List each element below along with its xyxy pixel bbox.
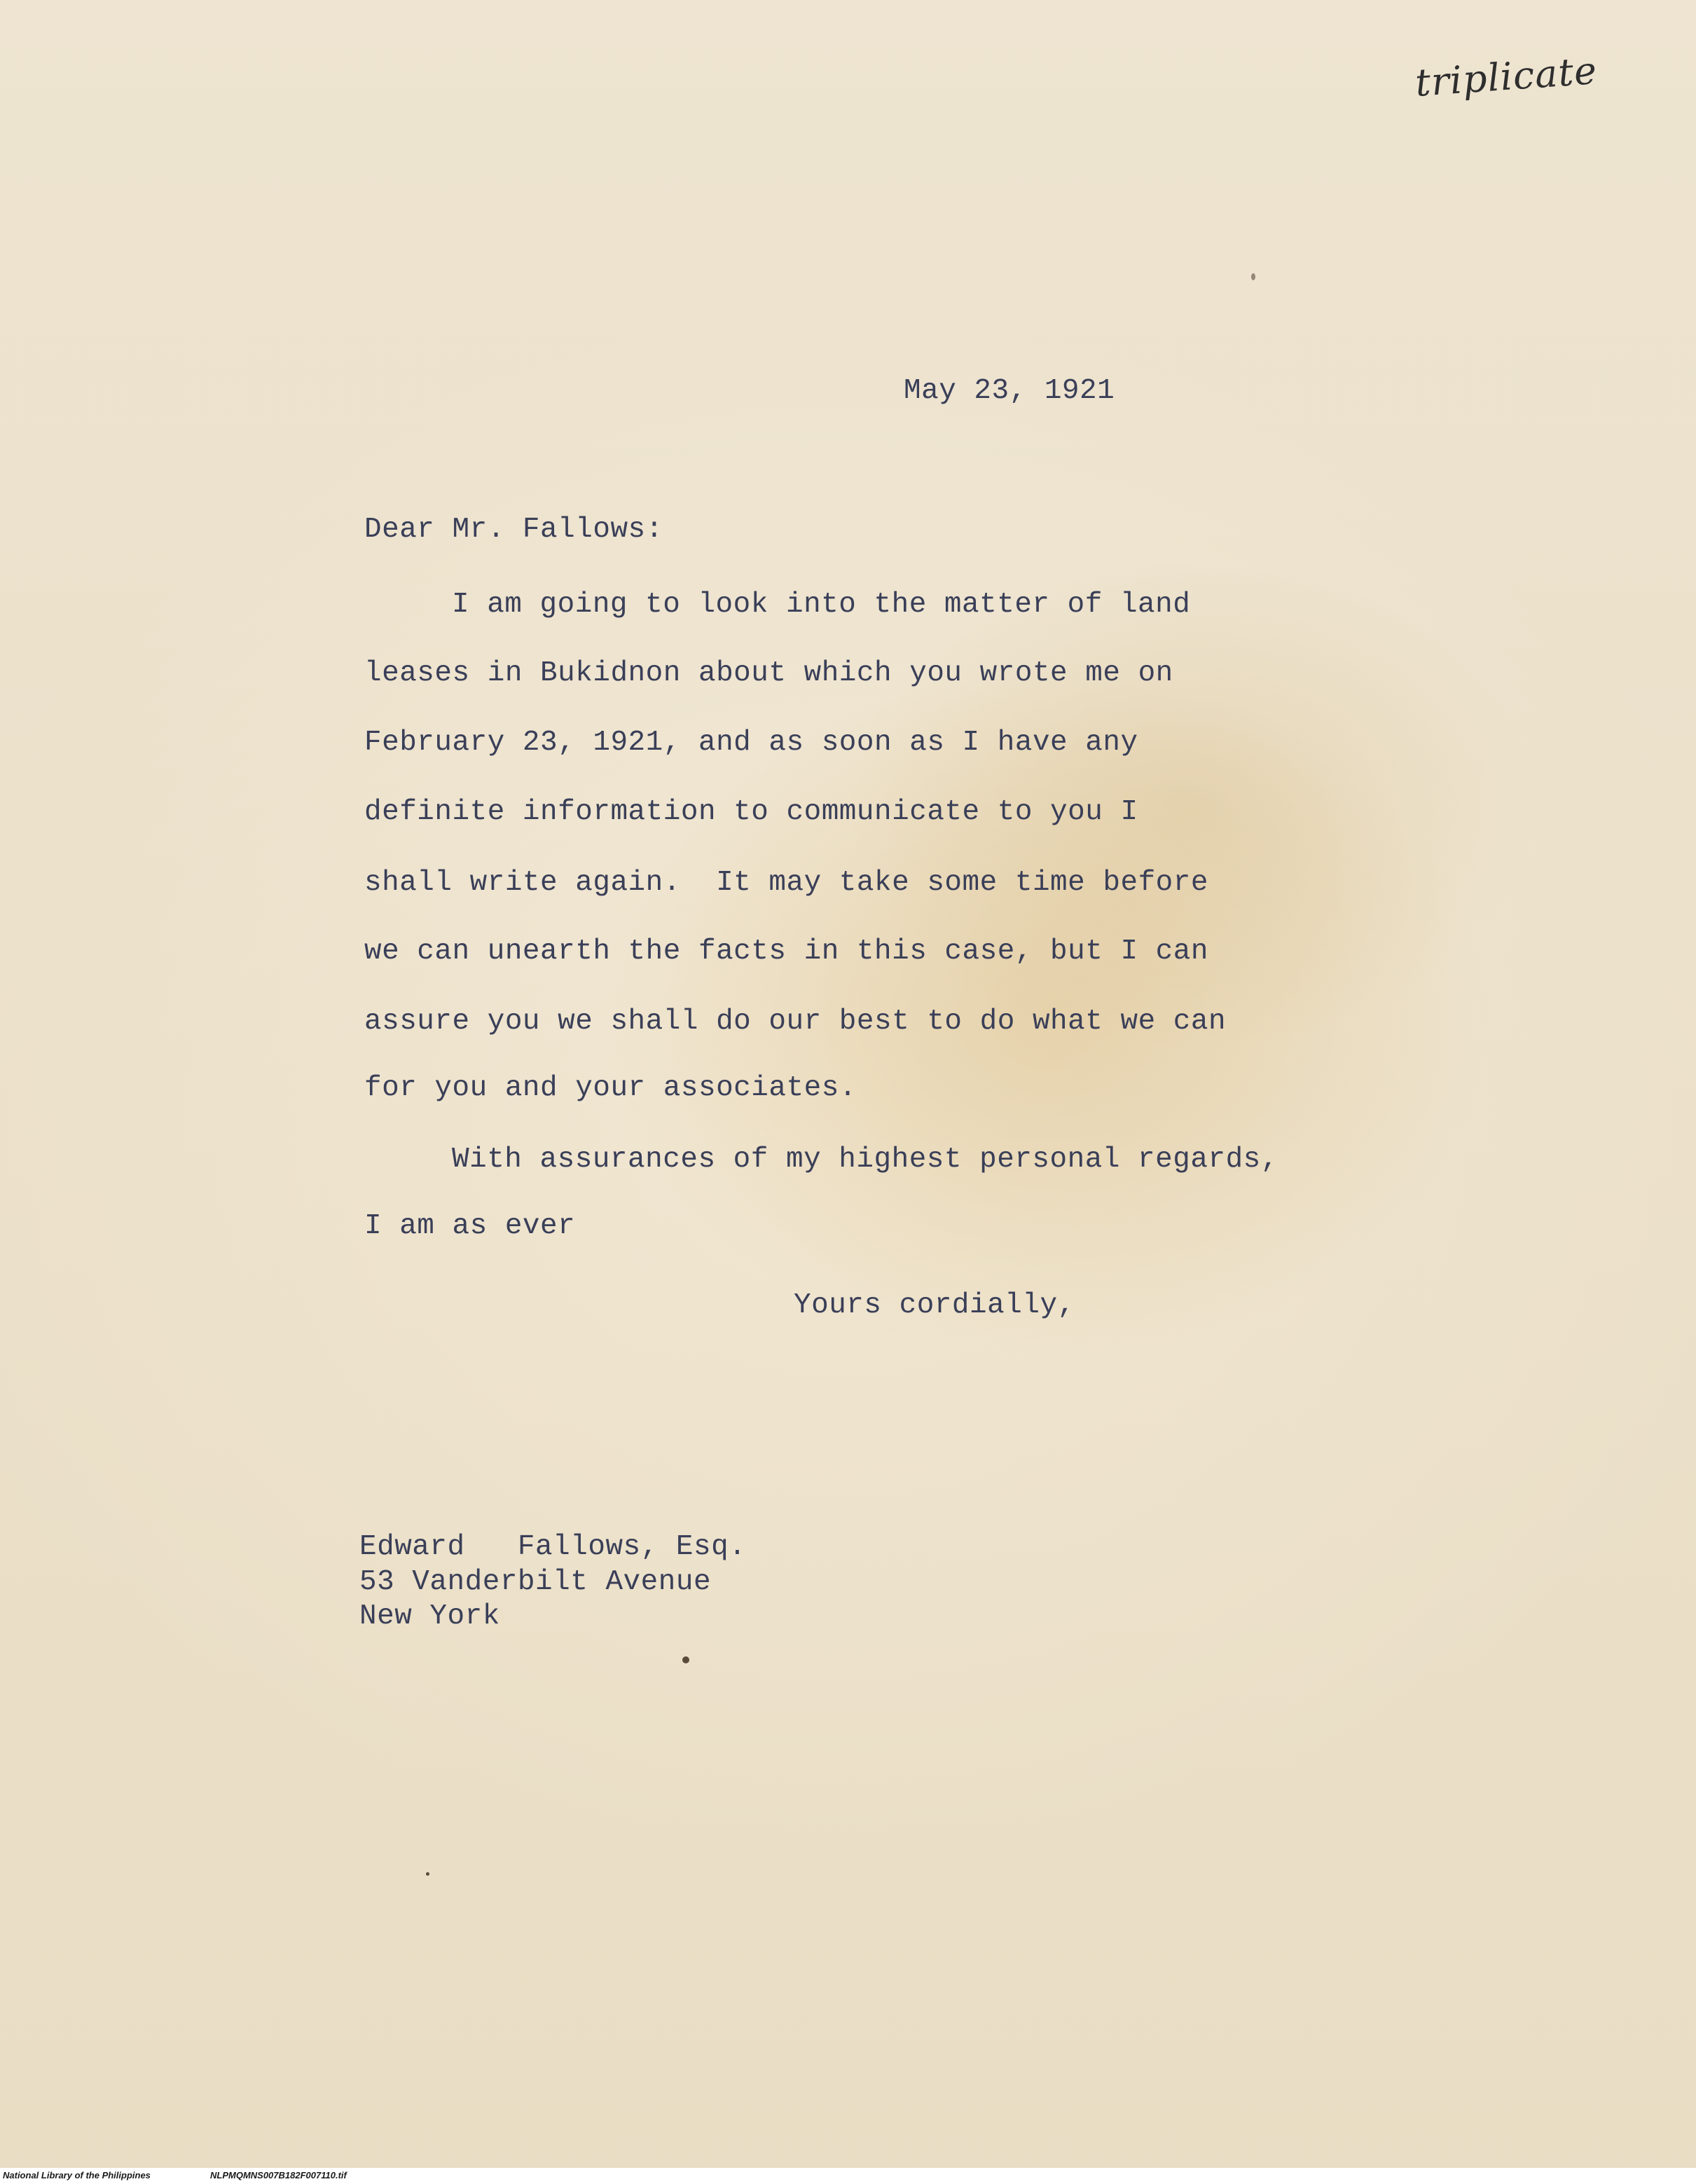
body-line-9: With assurances of my highest personal regards, <box>452 1143 1278 1176</box>
body-line-6: we can unearth the facts in this case, but I can <box>364 935 1208 968</box>
body-line-2: leases in Bukidnon about which you wrote me on <box>364 657 1173 689</box>
body-line-5: shall write again. It may take some time before <box>364 867 1208 899</box>
paper-speck <box>1251 273 1255 280</box>
address-name: Edward Fallows, Esq. <box>359 1531 747 1563</box>
address-city: New York <box>359 1600 500 1633</box>
paper-speck <box>682 1656 689 1663</box>
footer-file-id: NLPMQMNS007B182F007110.tif <box>210 2170 347 2180</box>
footer-library: National Library of the Philippines <box>3 2170 151 2180</box>
body-line-10: I am as ever <box>364 1210 576 1242</box>
body-line-8: for you and your associates. <box>364 1072 857 1104</box>
letter-date: May 23, 1921 <box>904 375 1115 407</box>
body-line-3: February 23, 1921, and as soon as I have any <box>364 727 1138 759</box>
address-street: 53 Vanderbilt Avenue <box>359 1566 712 1598</box>
body-line-4: definite information to communicate to you I <box>364 796 1138 828</box>
paper-speck <box>426 1872 429 1876</box>
closing: Yours cordially, <box>794 1289 1075 1321</box>
body-line-7: assure you we shall do our best to do what we can <box>364 1005 1227 1038</box>
handwritten-annotation: triplicate <box>1414 48 1599 105</box>
body-line-1: I am going to look into the matter of land <box>452 589 1191 621</box>
salutation: Dear Mr. Fallows: <box>364 514 663 546</box>
